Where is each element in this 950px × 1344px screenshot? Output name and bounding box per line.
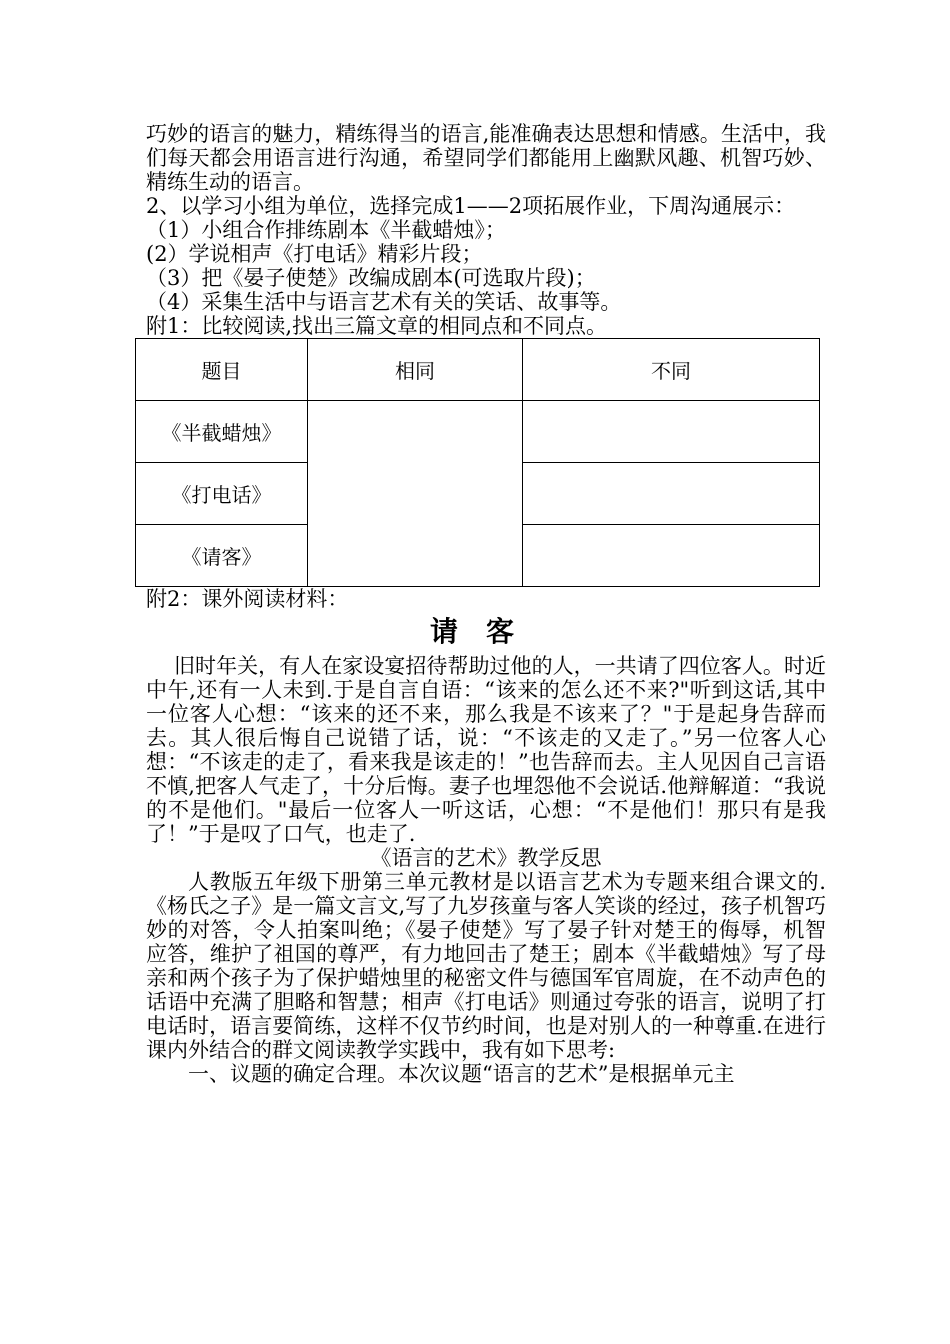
- intro-paragraph: 巧妙的语言的魅力，精练得当的语言,能准确表达思想和情感。生活中，我们每天都会用语言进行沟通，希望同学们都能用上幽默风趣、机智巧妙、精练生动的语言。: [146, 122, 826, 194]
- same-points-cell: [308, 401, 523, 587]
- reflection-paragraph: 人教版五年级下册第三单元教材是以语言艺术为专题来组合课文的.《杨氏之子》是一篇文言文,写了九岁孩童与客人笑谈的经过，孩子机智巧妙的对答，令人拍案叫绝；《晏子使楚》写了晏子针对楚王的侮辱，机智应答，维护了祖国的尊严，有力地回击了楚王；剧本《半截蜡烛》写了母亲和两个孩子为了保护蜡烛里的秘密文件与德国军官周旋，在不动声色的话语中充满了胆略和智慧；相声《打电话》则通过夸张的语言，说明了打电话时，语言要简练，这样不仅节约时间，也是对别人的一种尊重.在进行课内外结合的群文阅读教学实践中，我有如下思考:: [146, 870, 826, 1062]
- table-row-title: 《半截蜡烛》: [136, 401, 308, 463]
- task-item: (2）学说相声《打电话》精彩片段；: [146, 242, 483, 266]
- table-row-title: 《请客》: [136, 525, 308, 587]
- table-row: [136, 401, 820, 463]
- difference-cell: [523, 401, 820, 463]
- reflection-paragraph: 一、议题的确定合理。本次议题“语言的艺术”是根据单元主: [188, 1062, 735, 1086]
- comparison-table: [135, 338, 820, 587]
- task-paragraph: 2、以学习小组为单位，选择完成1——2项拓展作业，下周沟通展示：: [146, 194, 796, 218]
- reflection-title: 《语言的艺术》教学反思: [370, 846, 602, 870]
- difference-cell: [523, 463, 820, 525]
- table-header-cell: 不同: [523, 339, 820, 401]
- task-item: （3）把《晏子使楚》改编成剧本(可选取片段)；: [146, 266, 596, 290]
- task-item: （4）采集生活中与语言艺术有关的笑话、故事等。: [146, 290, 622, 314]
- document-page: [146, 122, 826, 1086]
- task-item: （1）小组合作排练剧本《半截蜡烛》；: [146, 218, 506, 242]
- story-title: 请客: [429, 615, 542, 648]
- table-row-title: 《打电话》: [136, 463, 308, 525]
- table-header-cell: 题目: [136, 339, 308, 401]
- difference-cell: [523, 525, 820, 587]
- table-header-row: [136, 339, 820, 401]
- story-body: 旧时年关，有人在家设宴招待帮助过他的人，一共请了四位客人。时近中午,还有一人未到.于是自言自语：“该来的怎么还不来?"听到这话,其中一位客人心想：“该来的还不来，那么我是不该来了？"于是起身告辞而去。其人很后悔自己说错了话，说：“不该走的又走了。”另一位客人心想：“不该走的走了，看来我是该走的！”也告辞而去。主人见因自己言语不慎,把客人气走了，十分后悔。妻子也埋怨他不会说话.他辩解道：“我说的不是他们。"最后一位客人一听这话，心想：“不是他们！那只有是我了！”于是叹了口气，也走了.: [146, 654, 826, 846]
- appendix-2-label: 附2：课外阅读材料：: [146, 587, 349, 611]
- table-header-cell: 相同: [308, 339, 523, 401]
- appendix-1-label: 附1：比较阅读,找出三篇文章的相同点和不同点。: [146, 314, 608, 338]
